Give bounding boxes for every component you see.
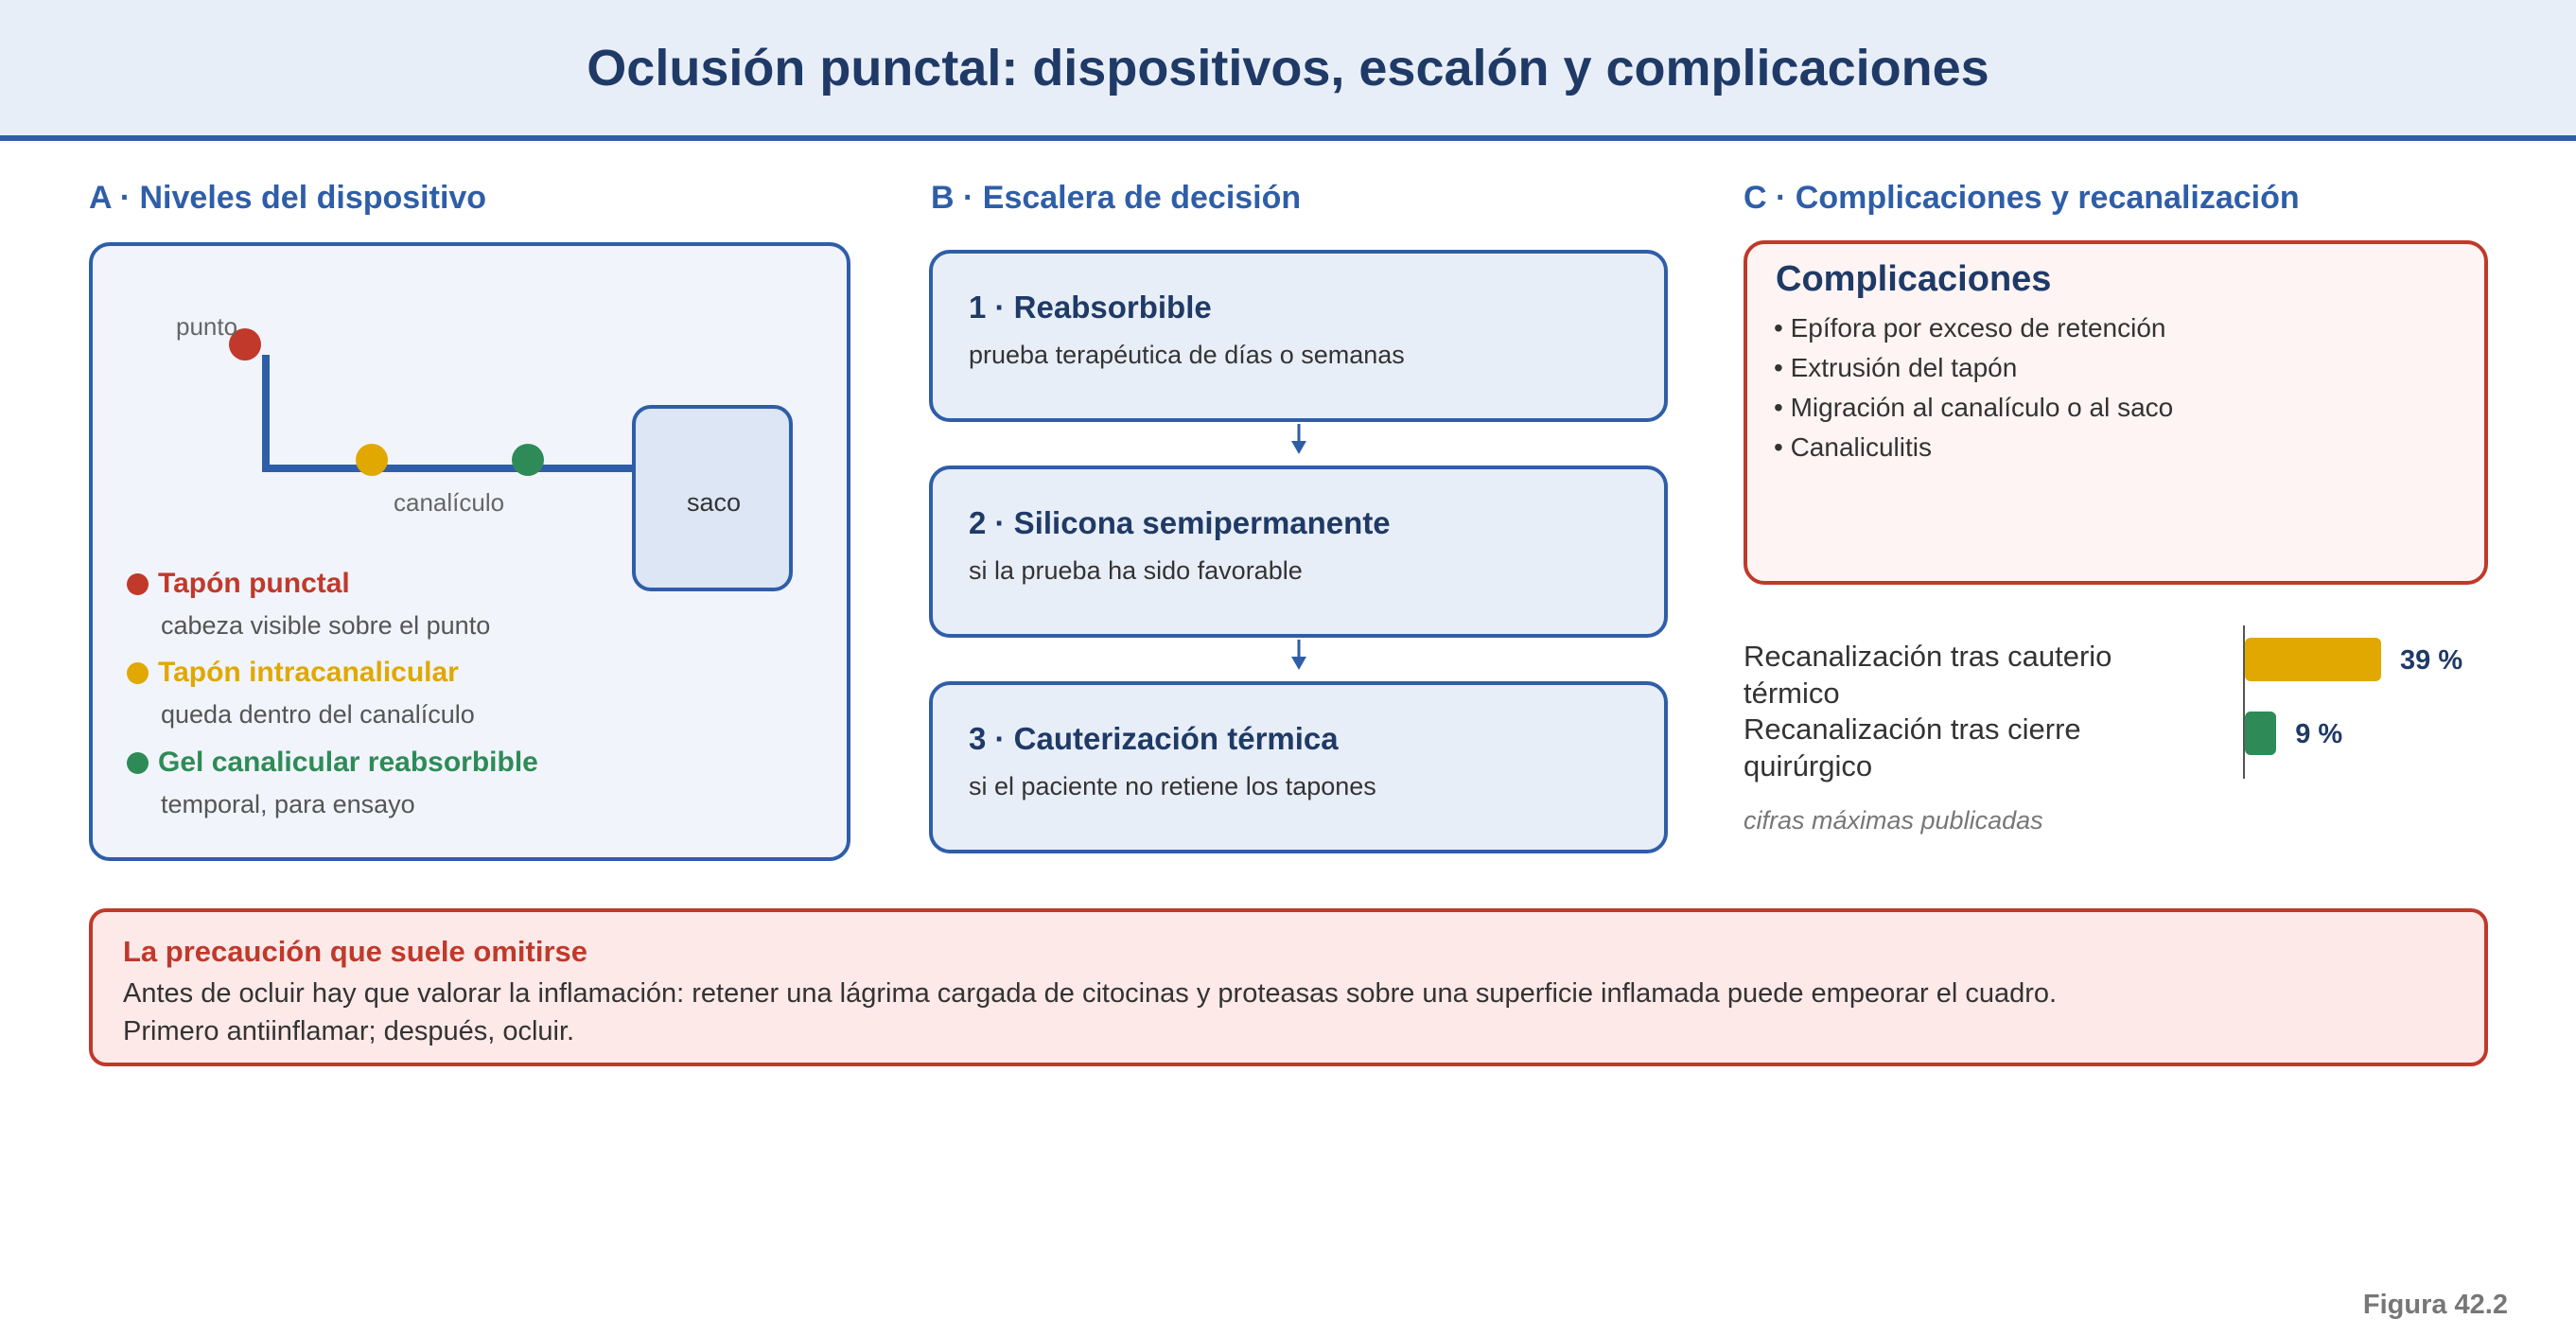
legend-title: Tapón punctal [158,568,350,599]
arrow-down-icon [1289,640,1308,672]
bar-cauterio [2245,638,2381,681]
header [0,0,2576,141]
canaliculo-label: canalículo [394,488,505,517]
step-title: 2 · Silicona semipermanente [969,505,1391,540]
section-b-title: B · Escalera de decisión [931,180,1302,216]
legend-desc: temporal, para ensayo [161,790,415,818]
warning-text: Antes de ocluir hay que valorar la inflamación: retener una lágrima cargada de citocinas y proteasas sobre una superficie inflamada puede empeorar el cuadro. [123,978,2058,1009]
bar-category-label: Recanalización tras cauterio térmico [1744,640,2112,710]
step-title: 1 · Reabsorbible [969,290,1212,325]
legend-desc: queda dentro del canalículo [161,700,475,729]
list-item: • Migración al canalículo o al saco [1774,393,2174,422]
punto-label: punto [176,312,238,341]
complications-title: Complicaciones [1776,259,2052,299]
warning-text: Primero antiinflamar; después, ocluir. [123,1016,575,1046]
gel-marker [512,444,544,476]
green-dot-icon [127,752,149,774]
page-title: Oclusión punctal: dispositivos, escalón y complicaciones [587,39,1989,97]
figure-label: Figura 42.2 [2362,1290,2508,1320]
bar-cierre-quirurgico [2245,712,2276,755]
saco-label: saco [687,488,742,517]
section-a-title: A · Niveles del dispositivo [89,180,487,216]
section-c-title: C · Complicaciones y recanalización [1744,180,2300,216]
legend-title: Gel canalicular reabsorbible [158,747,538,778]
list-item: • Extrusión del tapón [1774,353,2018,382]
intracanalicular-plug-marker [356,444,388,476]
list-item: • Canaliculitis [1774,432,1932,462]
chart-note: cifras máximas publicadas [1744,806,2043,835]
list-item: • Epífora por exceso de retención [1774,313,2166,343]
yellow-dot-icon [127,662,149,684]
complications-panel [1744,240,2488,585]
step-desc: si la prueba ha sido favorable [969,556,1303,585]
legend-title: Tapón intracanalicular [158,657,459,688]
step-desc: si el paciente no retiene los tapones [969,772,1376,800]
step-desc: prueba terapéutica de días o semanas [969,341,1405,369]
legend-item-intracanalicular [127,657,459,689]
red-dot-icon [127,573,149,595]
bar-value-label: 9 % [2295,719,2343,749]
legend-item-gel [127,747,538,779]
warning-title: La precaución que suele omitirse [123,935,587,968]
step-title: 3 · Cauterización térmica [969,721,1339,756]
device-levels-panel [89,242,850,861]
bar-category-label: Recanalización tras cierre quirúrgico [1744,712,2081,782]
canaliculus-line [266,355,634,468]
legend-item-punctal [127,568,350,600]
arrow-down-icon [1289,424,1308,456]
decision-step-2 [929,466,1668,638]
legend-desc: cabeza visible sobre el punto [161,611,491,640]
bar-value-label: 39 % [2400,645,2463,676]
complications-list [1774,308,2173,467]
warning-box [89,908,2488,1066]
decision-step-3 [929,681,1668,853]
decision-step-1 [929,250,1668,422]
